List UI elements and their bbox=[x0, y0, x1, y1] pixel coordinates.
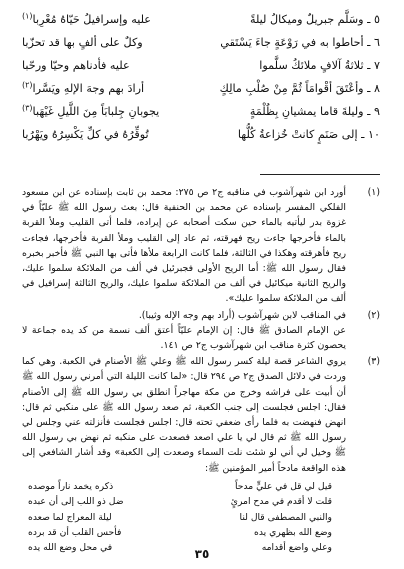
poem-line bbox=[22, 123, 380, 146]
poem-hemistich-first: ١٠ ـ إلى صَنَمٍ كانتْ خُزاعةُ كُلُّها bbox=[237, 128, 380, 141]
footnote-separator bbox=[260, 174, 380, 175]
poem-hemistich-text: يجوبانِ جِلبابَاً مِنَ اللَّيلِ غَيْهَبا bbox=[32, 105, 160, 118]
poem-line bbox=[22, 54, 380, 77]
footnote-marker: (٣) bbox=[22, 103, 33, 113]
shafii-verse bbox=[28, 479, 332, 556]
footnote-3 bbox=[22, 354, 380, 556]
poem-line bbox=[22, 77, 380, 100]
footnote-marker: (٢) bbox=[22, 80, 33, 90]
poem-hemistich-second bbox=[22, 77, 197, 100]
footnote-1 bbox=[22, 185, 380, 307]
poem-block bbox=[22, 8, 380, 146]
page-number: ٣٥ bbox=[194, 547, 210, 561]
verse-hemistich-second: فأحس القلب أن قد برده bbox=[28, 527, 122, 539]
verse-hemistich-second: ضل ذو اللب إلى أن عبده bbox=[28, 496, 124, 508]
poem-line bbox=[22, 8, 380, 31]
poem-hemistich-first: ٥ ـ وسَلَّم جبريلٌ وميكالُ ليلةً bbox=[249, 13, 380, 26]
footnote-paragraph: أورد ابن شهرآشوب في مناقبه ج٢ ص ٢٧٥: محمد بن ثابت بإسناده عن ابن مسعود الفلكي المفسر بإسناده عن محمد بن الحنفية قال: بعث رسول الله ﷺ عليّاً في غزوة بدر ليأتيه بالماء حين سكت أصحابه عن إيراده، فلما أتى القليب وملأ القربة بالماء فأخرجها جاءت ريح فهرقته، ثم عاد إلى القليب وملأ القربة فأخرجها، فجاءت ريح فأهرقته وهكذا في الثالثة، فلما كانت الرابعة ملأها فأتى بها النبي ﷺ فأخبر بخبره فقال رسول الله ﷺ: أما الريح الأولى فجبرئيل في ألف من الملائكة سلموا عليك، والريح الثانية ميكائيل في ألف من الملائكة سلموا عليك، والريح الثالثة إسرافيل في ألف من الملائكة سلموا عليك». bbox=[22, 187, 347, 305]
poem-hemistich-second bbox=[22, 100, 197, 123]
verse-hemistich-first: وضع الله بظهري يده bbox=[254, 527, 332, 539]
verse-line bbox=[28, 525, 332, 540]
verse-hemistich-first: قيل لي قل في عليٍّ مدحاً bbox=[235, 480, 332, 492]
poem-hemistich-second bbox=[22, 31, 197, 54]
footnote-paragraph: عن الإمام الصادق ﷺ قال: إن الإمام عليّاً أعتق ألف نسمة من كد يده جماعة لا يحصون كثرة مناقب ابن شهرآشوب ج٢ ص ١٤١. bbox=[22, 324, 346, 352]
poem-hemistich-text: عليه وإسرافيلُ حَيّاهُ مُعْرِبا bbox=[32, 13, 151, 26]
footnote-number: (١) bbox=[367, 187, 380, 198]
poem-hemistich-text: أرادَ بهم وجهَ الإلهِ ويَسَّرا bbox=[32, 82, 145, 95]
verse-hemistich-first: وعلي واضع أقدامه bbox=[261, 542, 332, 554]
footnote-paragraph: في المناقب لابن شهرآشوب (أراد بهم وجه الإله وثيبا). bbox=[138, 309, 346, 321]
footnote-body bbox=[22, 354, 346, 556]
verse-hemistich-second: ليلة المعراج لما صعده bbox=[28, 511, 112, 523]
verse-hemistich-first: قلت لا أقدم في مدح امرئٍ bbox=[230, 496, 332, 508]
verse-hemistich-second: في محل وضع الله يده bbox=[28, 542, 113, 554]
poem-hemistich-second bbox=[22, 123, 197, 146]
verse-line bbox=[28, 479, 332, 494]
footnotes-section bbox=[22, 185, 380, 556]
poem-hemistich-text: عليه فأدناهم وحيّا ورحّبا bbox=[22, 59, 130, 72]
verse-line bbox=[28, 510, 332, 525]
footnote-2 bbox=[22, 308, 380, 354]
poem-hemistich-first: ٩ ـ وليلةَ قاما يمشيانِ بِظُلْمَةٍ bbox=[249, 105, 380, 118]
poem-hemistich-text: تُوقِّرُهُ في كلِّ يَكْسِرُهُ ويَهْرُبا bbox=[22, 128, 149, 141]
verse-hemistich-second: ذكره يخمد ناراً موصده bbox=[28, 480, 114, 492]
footnote-marker: (١) bbox=[22, 11, 33, 21]
footnote-body bbox=[22, 185, 346, 307]
verse-line bbox=[28, 494, 332, 509]
poem-hemistich-second bbox=[22, 54, 197, 77]
poem-hemistich-second bbox=[22, 8, 197, 31]
poem-hemistich-first: ٧ ـ ثلاثةُ آلافٍ ملائكُ سلَّموا bbox=[259, 59, 380, 72]
footnote-body bbox=[22, 308, 346, 354]
footnote-paragraph: يروي الشاعر قصة ليلة كسر رسول الله ﷺ وعلي ﷺ الأصنام في الكعبة. وهي كما وردت في دلائل الصدق ج٢ ص ٢٩٤ قال: «لما كانت الليلة التي أمرني رسول الله ﷺ أن أبيت على فراشه وخرج من مكة مهاجراً انطلق بي رسول الله ﷺ إلى الأصنام فقال: اجلس فجلست إلى جنب الكعبة، ثم صعد رسول الله ﷺ على منكبي ثم قال: انهض فنهضت به فلما رأى ضعفي تحته قال: اجلس فجلست فأنزلته عني وجلس لي رسول الله ﷺ ثم قال لي يا علي اصعد فصعدت على منكبه ثم نهض بي رسول الله ﷺ وخيل لي أني لو شئت نلت السماء وصعدت إلى الكعبة» وقد أشار الشافعي إلى هذه الواقعة مادحاً أمير المؤمنين ﷺ: bbox=[22, 356, 347, 474]
poem-hemistich-text: وكلٌ على ألفٍ بها قد تحزّبا bbox=[22, 36, 143, 49]
verse-hemistich-first: والنبي المصطفى قال لنا bbox=[239, 511, 332, 523]
poem-line bbox=[22, 31, 380, 54]
poem-hemistich-first: ٦ ـ أحاطوا به في رَوْعَةٍ جاءَ يَسْتَقي bbox=[220, 36, 380, 49]
poem-line bbox=[22, 100, 380, 123]
footnote-number: (٣) bbox=[367, 356, 380, 368]
footnote-number: (٢) bbox=[367, 309, 380, 321]
poem-hemistich-first: ٨ ـ وأعْتَقَ أقْوامَاً ثُمَّ مِنْ صُلْبِ مالِكٍ bbox=[219, 82, 380, 95]
